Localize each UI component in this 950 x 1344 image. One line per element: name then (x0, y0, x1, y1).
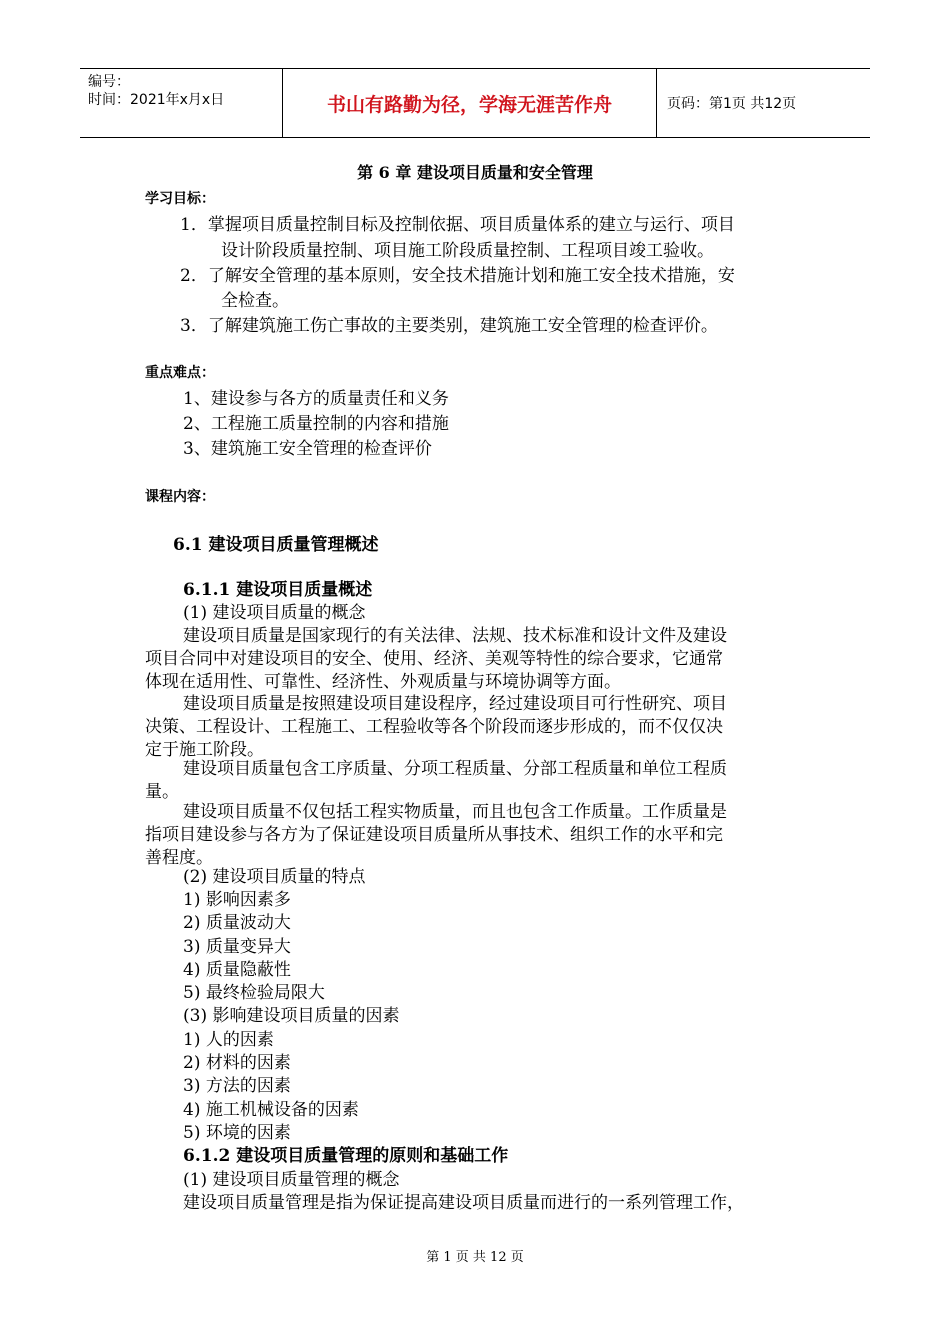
page-footer: 第 1 页 共 12 页 (426, 1250, 524, 1265)
body-line: 5) 环境的因素 (183, 1123, 291, 1143)
subsection-heading: 6.1.1 建设项目质量概述 (183, 580, 373, 600)
body-line: 1) 影响因素多 (183, 890, 291, 910)
body-line: 4) 施工机械设备的因素 (183, 1100, 359, 1120)
objective-line: 3．了解建筑施工伤亡事故的主要类别，建筑施工安全管理的检查评价。 (180, 316, 718, 336)
objective-line: 1．掌握项目质量控制目标及控制依据、项目质量体系的建立与运行、项目 (180, 215, 735, 235)
body-line: 3) 方法的因素 (183, 1076, 291, 1096)
objective-line: 设计阶段质量控制、项目施工阶段质量控制、工程项目竣工验收。 (221, 241, 714, 261)
body-line: 5) 最终检验局限大 (183, 983, 325, 1003)
objective-line: 2．了解安全管理的基本原则，安全技术措施计划和施工安全技术措施，安 (180, 266, 735, 286)
header-date: 时间：2021年x月x日 (88, 92, 225, 108)
header-meta (80, 69, 282, 137)
body-line: 善程度。 (145, 848, 213, 868)
body-line: 建设项目质量是按照建设项目建设程序，经过建设项目可行性研究、项目 (183, 694, 727, 714)
body-line: 建设项目质量管理是指为保证提高建设项目质量而进行的一系列管理工作， (183, 1193, 744, 1213)
header-motto: 书山有路勤为径，学海无涯苦作舟 (282, 69, 657, 137)
body-line: 建设项目质量包含工序质量、分项工程质量、分部工程质量和单位工程质 (183, 759, 727, 779)
objectives-heading: 学习目标： (145, 191, 215, 207)
body-line: 3) 质量变异大 (183, 937, 291, 957)
body-line: 4) 质量隐蔽性 (183, 960, 291, 980)
body-line: 体现在适用性、可靠性、经济性、外观质量与环境协调等方面。 (145, 672, 621, 692)
body-line: 量。 (145, 782, 179, 802)
body-line: (1) 建设项目质量的概念 (183, 603, 366, 623)
body-line: 定于施工阶段。 (145, 740, 264, 760)
body-line: (3) 影响建设项目质量的因素 (183, 1006, 400, 1026)
body-line: 项目合同中对建设项目的安全、使用、经济、美观等特性的综合要求，它通常 (145, 649, 723, 669)
keypoints-heading: 重点难点： (145, 365, 215, 381)
chapter-title: 第 6 章 建设项目质量和安全管理 (357, 163, 593, 182)
body-line: 建设项目质量不仅包括工程实物质量，而且也包含工作质量。工作质量是 (183, 802, 727, 822)
keypoint-line: 3、建筑施工安全管理的检查评价 (183, 439, 432, 459)
header-number: 编号： (88, 74, 130, 90)
content-heading: 课程内容： (145, 489, 215, 505)
body-line: (2) 建设项目质量的特点 (183, 867, 366, 887)
body-line: 决策、工程设计、工程施工、工程验收等各个阶段而逐步形成的，而不仅仅决 (145, 717, 723, 737)
body-line: 建设项目质量是国家现行的有关法律、法规、技术标准和设计文件及建设 (183, 626, 727, 646)
page-header (80, 68, 870, 138)
body-line: 2) 材料的因素 (183, 1053, 291, 1073)
body-line: (1) 建设项目质量管理的概念 (183, 1170, 400, 1190)
keypoint-line: 1、建设参与各方的质量责任和义务 (183, 389, 449, 409)
body-line: 指项目建设参与各方为了保证建设项目质量所从事技术、组织工作的水平和完 (145, 825, 723, 845)
keypoint-line: 2、工程施工质量控制的内容和措施 (183, 414, 449, 434)
body-line: 1) 人的因素 (183, 1030, 274, 1050)
body-line: 2) 质量波动大 (183, 913, 291, 933)
objective-line: 全检查。 (221, 291, 289, 311)
section-heading: 6.1 建设项目质量管理概述 (173, 535, 379, 555)
subsection-heading: 6.1.2 建设项目质量管理的原则和基础工作 (183, 1146, 509, 1166)
header-page-info: 页码：第1页 共12页 (667, 96, 797, 112)
